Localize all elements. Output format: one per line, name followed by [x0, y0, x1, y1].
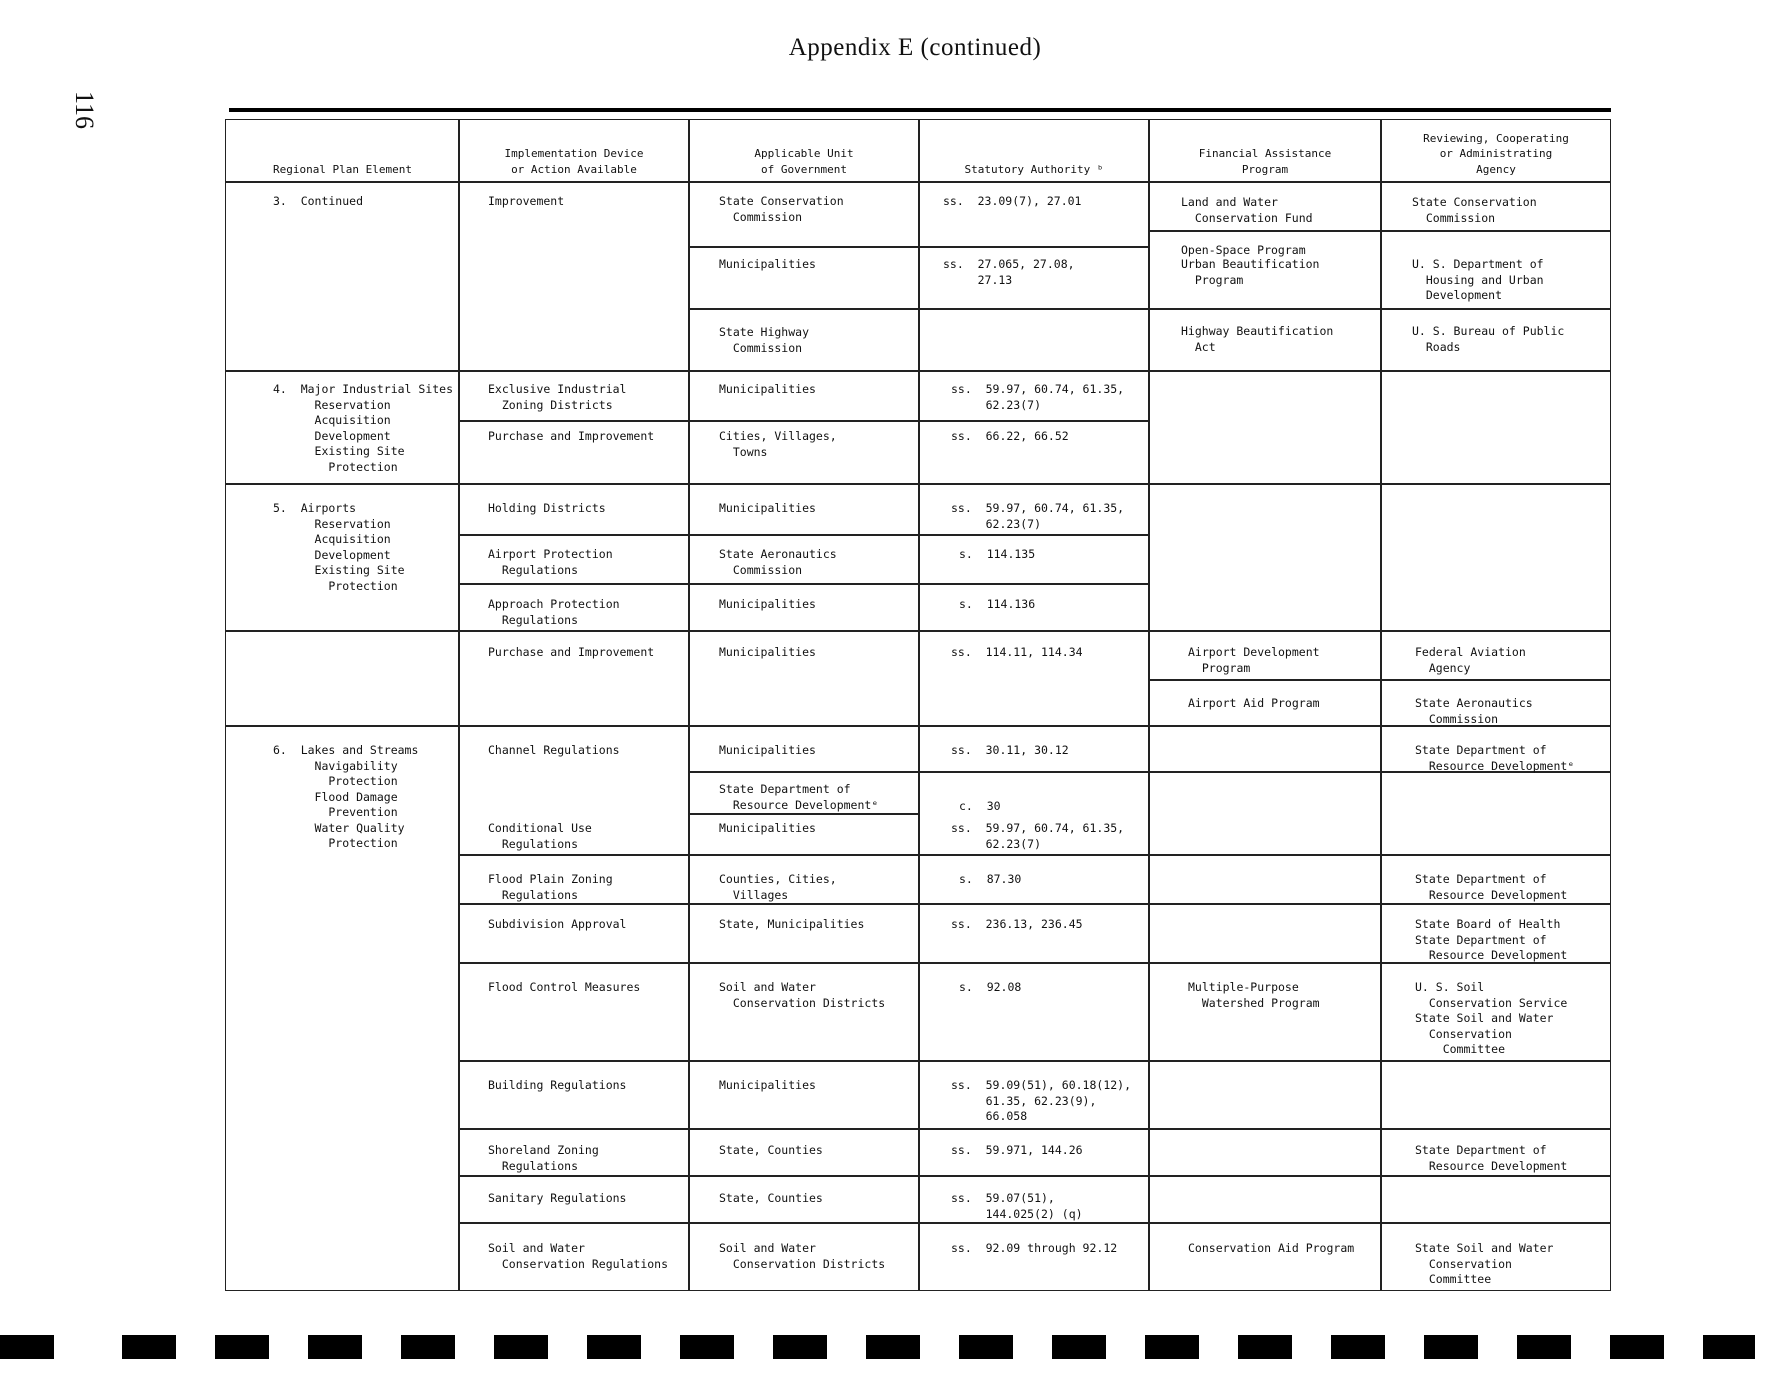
statute-cell: ss. 59.07(51), 144.025(2) (q) [951, 1191, 1083, 1221]
unit-cell: State Department of Resource Developmentᵉ [719, 782, 879, 812]
unit-cell: Cities, Villages, Towns [719, 429, 837, 459]
unit-cell: Municipalities [719, 743, 816, 757]
unit-cell: Municipalities [719, 257, 816, 271]
appendix-table [225, 119, 1611, 1291]
statute-cell: c. 30 [959, 799, 1001, 813]
financial-cell: Airport Aid Program [1188, 696, 1320, 710]
unit-cell: Soil and Water Conservation Districts [719, 1241, 886, 1271]
unit-cell: State, Counties [719, 1191, 823, 1205]
header-applicable-unit: Applicable Unit of Government [754, 147, 854, 176]
row-divider [458, 534, 1150, 536]
agency-cell: State Department of Resource Development [1415, 872, 1568, 902]
footer-dash [494, 1335, 548, 1359]
device-cell: Holding Districts [488, 501, 606, 515]
footer-dash [1145, 1335, 1199, 1359]
statute-cell: ss. 59.09(51), 60.18(12), 61.35, 62.23(9), 66.058 [951, 1078, 1132, 1123]
statute-cell: ss. 23.09(7), 27.01 [943, 194, 1082, 208]
financial-cell: Airport Development Program [1188, 645, 1320, 675]
footer-dash [0, 1335, 54, 1359]
footer-dash [959, 1335, 1013, 1359]
agency-cell: State Department of Resource Developmentᵉ [1415, 743, 1575, 773]
financial-cell: Urban Beautification Program [1181, 257, 1320, 287]
agency-cell: U. S. Soil Conservation Service State Soil and Water Conservation Committee [1415, 980, 1568, 1056]
agency-cell: U. S. Bureau of Public Roads [1412, 324, 1565, 354]
unit-cell: Soil and Water Conservation Districts [719, 980, 886, 1010]
device-cell: Approach Protection Regulations [488, 597, 620, 627]
footer-dash [587, 1335, 641, 1359]
agency-cell: State Board of Health State Department of Resource Development [1415, 917, 1568, 962]
row-divider [226, 630, 1610, 632]
row-divider [458, 1222, 1610, 1224]
statute-cell: s. 114.136 [959, 597, 1036, 611]
statute-cell: ss. 236.13, 236.45 [951, 917, 1083, 931]
unit-cell: Municipalities [719, 501, 816, 515]
device-cell: Improvement [488, 194, 565, 208]
statute-cell: ss. 30.11, 30.12 [951, 743, 1069, 757]
device-cell: Flood Control Measures [488, 980, 641, 994]
device-cell: Flood Plain Zoning Regulations [488, 872, 613, 902]
header-statutory-authority: Statutory Authority ᵇ [964, 162, 1104, 176]
footer-dash [1424, 1335, 1478, 1359]
footer-dash [1703, 1335, 1755, 1359]
device-cell: Soil and Water Conservation Regulations [488, 1241, 669, 1271]
row-divider [1148, 679, 1610, 681]
footer-dash [1610, 1335, 1664, 1359]
unit-cell: State Aeronautics Commission [719, 547, 837, 577]
row-divider [1148, 230, 1610, 232]
financial-cell: Open-Space Program [1181, 243, 1306, 257]
footer-dash [308, 1335, 362, 1359]
plan-element-cell: 5. Airports Reservation Acquisition Development Existing Site Protection [273, 501, 405, 593]
statute-cell: ss. 59.97, 60.74, 61.35, 62.23(7) [951, 501, 1125, 531]
footer-dash [1238, 1335, 1292, 1359]
device-cell: Airport Protection Regulations [488, 547, 613, 577]
column-divider [1380, 120, 1382, 1290]
row-divider [458, 1060, 1610, 1062]
statute-cell: ss. 66.22, 66.52 [951, 429, 1069, 443]
column-divider [688, 120, 690, 1290]
unit-cell: Municipalities [719, 1078, 816, 1092]
agency-cell: Federal Aviation Agency [1415, 645, 1526, 675]
statute-cell: ss. 59.97, 60.74, 61.35, 62.23(7) [951, 821, 1125, 851]
column-divider [1148, 120, 1150, 1290]
statute-cell: ss. 114.11, 114.34 [951, 645, 1083, 659]
top-rule [229, 108, 1611, 112]
statute-cell: ss. 59.97, 60.74, 61.35, 62.23(7) [951, 382, 1125, 412]
statute-cell: ss. 27.065, 27.08, 27.13 [943, 257, 1075, 287]
statute-cell: ss. 59.971, 144.26 [951, 1143, 1083, 1157]
statute-cell: s. 87.30 [959, 872, 1022, 886]
financial-cell: Land and Water Conservation Fund [1181, 195, 1313, 225]
row-divider [458, 903, 1610, 905]
device-cell: Exclusive Industrial Zoning Districts [488, 382, 627, 412]
header-financial-assistance: Financial Assistance Program [1198, 147, 1332, 176]
footer-dash [773, 1335, 827, 1359]
financial-cell: Multiple-Purpose Watershed Program [1188, 980, 1320, 1010]
financial-cell: Highway Beautification Act [1181, 324, 1334, 354]
agency-cell: State Aeronautics Commission [1415, 696, 1533, 726]
page-number: 116 [70, 90, 100, 130]
row-divider [458, 583, 1150, 585]
unit-cell: Counties, Cities, Villages [719, 872, 837, 902]
unit-cell: State, Counties [719, 1143, 823, 1157]
footer-dash [122, 1335, 176, 1359]
statute-cell: s. 114.135 [959, 547, 1036, 561]
row-divider [226, 483, 1610, 485]
header-regional-plan-element: Regional Plan Element [272, 162, 413, 176]
footer-dash [1331, 1335, 1385, 1359]
footer-dash [215, 1335, 269, 1359]
unit-cell: Municipalities [719, 382, 816, 396]
device-cell: Building Regulations [488, 1078, 627, 1092]
agency-cell: State Soil and Water Conservation Committee [1415, 1241, 1554, 1286]
statute-cell: ss. 92.09 through 92.12 [951, 1241, 1118, 1255]
unit-cell: State, Municipalities [719, 917, 865, 931]
row-divider [226, 725, 1610, 727]
plan-element-cell: 6. Lakes and Streams Navigability Protection Flood Damage Prevention Water Quality Protection [273, 743, 419, 850]
unit-cell: Municipalities [719, 645, 816, 659]
agency-cell: U. S. Department of Housing and Urban Development [1412, 257, 1544, 302]
header-reviewing-agency: Reviewing, Cooperating or Administrating Agency [1423, 131, 1569, 176]
unit-cell: State Highway Commission [719, 325, 810, 355]
device-cell: Purchase and Improvement [488, 645, 655, 659]
device-cell: Subdivision Approval [488, 917, 627, 931]
footer-dash [1052, 1335, 1106, 1359]
row-divider [458, 1128, 1610, 1130]
unit-cell: State Conservation Commission [719, 194, 844, 224]
column-divider [458, 120, 460, 1290]
device-cell: Channel Regulations [488, 743, 620, 757]
header-implementation-device: Implementation Device or Action Available [504, 147, 644, 176]
row-divider [688, 308, 1610, 310]
device-cell: Sanitary Regulations [488, 1191, 627, 1205]
page-title: Appendix E (continued) [788, 34, 1042, 61]
device-cell: Conditional Use Regulations [488, 821, 592, 851]
financial-cell: Conservation Aid Program [1188, 1241, 1355, 1255]
plan-element-cell: 3. Continued [273, 194, 364, 208]
row-divider [458, 854, 1610, 856]
agency-cell: State Conservation Commission [1412, 195, 1537, 225]
footer-dash [401, 1335, 455, 1359]
device-cell: Shoreland Zoning Regulations [488, 1143, 599, 1173]
footer-dash [680, 1335, 734, 1359]
row-divider [458, 1175, 1610, 1177]
footer-dash [866, 1335, 920, 1359]
agency-cell: State Department of Resource Development [1415, 1143, 1568, 1173]
footer-dash [1517, 1335, 1571, 1359]
statute-cell: s. 92.08 [959, 980, 1022, 994]
plan-element-cell: 4. Major Industrial Sites Reservation Acquisition Development Existing Site Protection [273, 382, 454, 474]
column-divider [918, 120, 920, 1290]
unit-cell: Municipalities [719, 597, 816, 611]
row-divider [226, 181, 1610, 183]
unit-cell: Municipalities [719, 821, 816, 835]
device-cell: Purchase and Improvement [488, 429, 655, 443]
